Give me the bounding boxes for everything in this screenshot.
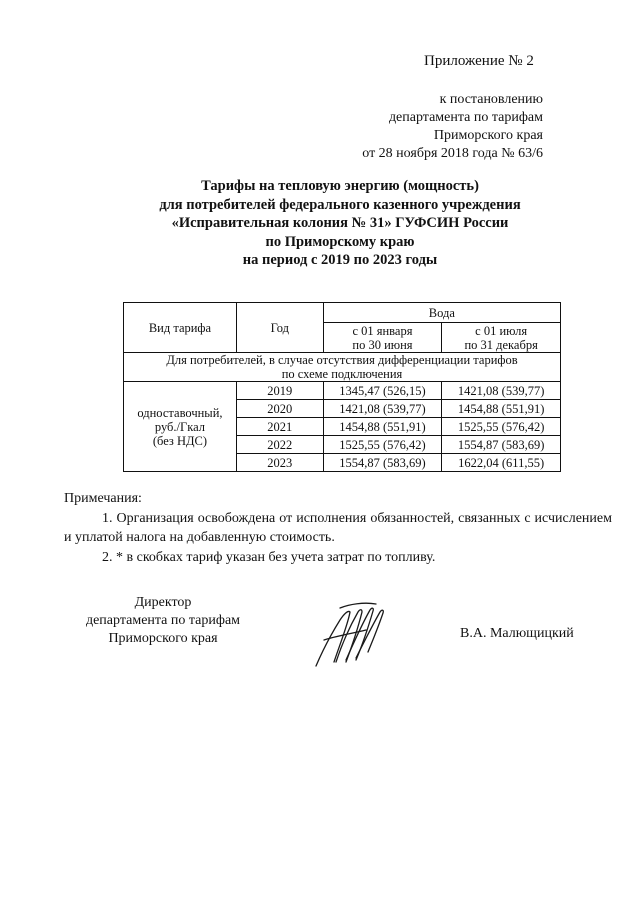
header-period-2 — [442, 323, 561, 353]
title-line: на период с 2019 по 2023 годы — [242, 252, 438, 268]
header-tariff-type: Вид тарифа — [124, 303, 237, 353]
header-water: Вода — [323, 303, 560, 323]
header-period-1 — [323, 323, 442, 353]
period-2-line: с 01 июля — [475, 323, 528, 338]
signatory-title — [78, 594, 248, 648]
value-period-2: 1622,04 (611,55) — [442, 454, 561, 472]
tariff-type-line: руб./Гкал — [154, 419, 206, 434]
value-period-2: 1421,08 (539,77) — [442, 382, 561, 400]
handwritten-signature — [310, 600, 390, 672]
value-period-2: 1454,88 (551,91) — [442, 400, 561, 418]
period-2-line: по 31 декабря — [464, 337, 538, 352]
annex-line: к постановлению — [439, 92, 543, 107]
signatory-line: департамента по тарифам — [85, 613, 241, 628]
note-item-1: 1. Организация освобождена от исполнения обязанностей, связанных с исчислением и уплатой налога на добавленную стоимость. — [64, 510, 612, 545]
annex-line: департамента по тарифам — [388, 110, 543, 125]
value-period-1: 1554,87 (583,69) — [323, 454, 442, 472]
group-line: Для потребителей, в случае отсутствия дифференциации тарифов — [166, 353, 518, 367]
year-cell: 2022 — [236, 436, 323, 454]
year-cell: 2020 — [236, 400, 323, 418]
title-line: по Приморскому краю — [265, 233, 415, 250]
notes — [64, 489, 612, 567]
signatory-name: В.А. Малющицкий — [460, 626, 574, 641]
annex-reference — [362, 91, 543, 163]
note-item-2: 2. * в скобках тариф указан без учета затрат по топливу. — [102, 549, 436, 565]
annex-line: от 28 ноября 2018 года № 63/6 — [362, 146, 543, 161]
year-cell: 2023 — [236, 454, 323, 472]
signatory-line: Приморского края — [108, 631, 218, 646]
value-period-1: 1525,55 (576,42) — [323, 436, 442, 454]
document-title — [60, 177, 620, 270]
signature-stroke — [340, 603, 376, 608]
notes-heading: Примечания: — [64, 491, 142, 506]
tariff-table — [123, 302, 561, 472]
value-period-2: 1525,55 (576,42) — [442, 418, 561, 436]
value-period-1: 1345,47 (526,15) — [323, 382, 442, 400]
tariff-type-line: (без НДС) — [152, 433, 208, 448]
value-period-1: 1421,08 (539,77) — [323, 400, 442, 418]
value-period-2: 1554,87 (583,69) — [442, 436, 561, 454]
group-heading — [124, 353, 561, 382]
value-period-1: 1454,88 (551,91) — [323, 418, 442, 436]
title-line: Тарифы на тепловую энергию (мощность) — [201, 178, 479, 194]
year-cell: 2019 — [236, 382, 323, 400]
title-line: «Исправительная колония № 31» ГУФСИН России — [171, 215, 509, 231]
period-1-line: с 01 января — [352, 323, 413, 338]
period-1-line: по 30 июня — [352, 337, 413, 352]
tariff-type-line: одноставочный, — [137, 405, 223, 420]
year-cell: 2021 — [236, 418, 323, 436]
annex-line: Приморского края — [433, 128, 543, 143]
group-line: по схеме подключения — [281, 367, 403, 381]
title-line: для потребителей федерального казенного учреждения — [159, 196, 521, 213]
tariff-type-cell — [124, 382, 237, 472]
annex-title: Приложение № 2 — [424, 53, 534, 69]
signatory-line: Директор — [134, 595, 192, 610]
header-year: Год — [236, 303, 323, 353]
